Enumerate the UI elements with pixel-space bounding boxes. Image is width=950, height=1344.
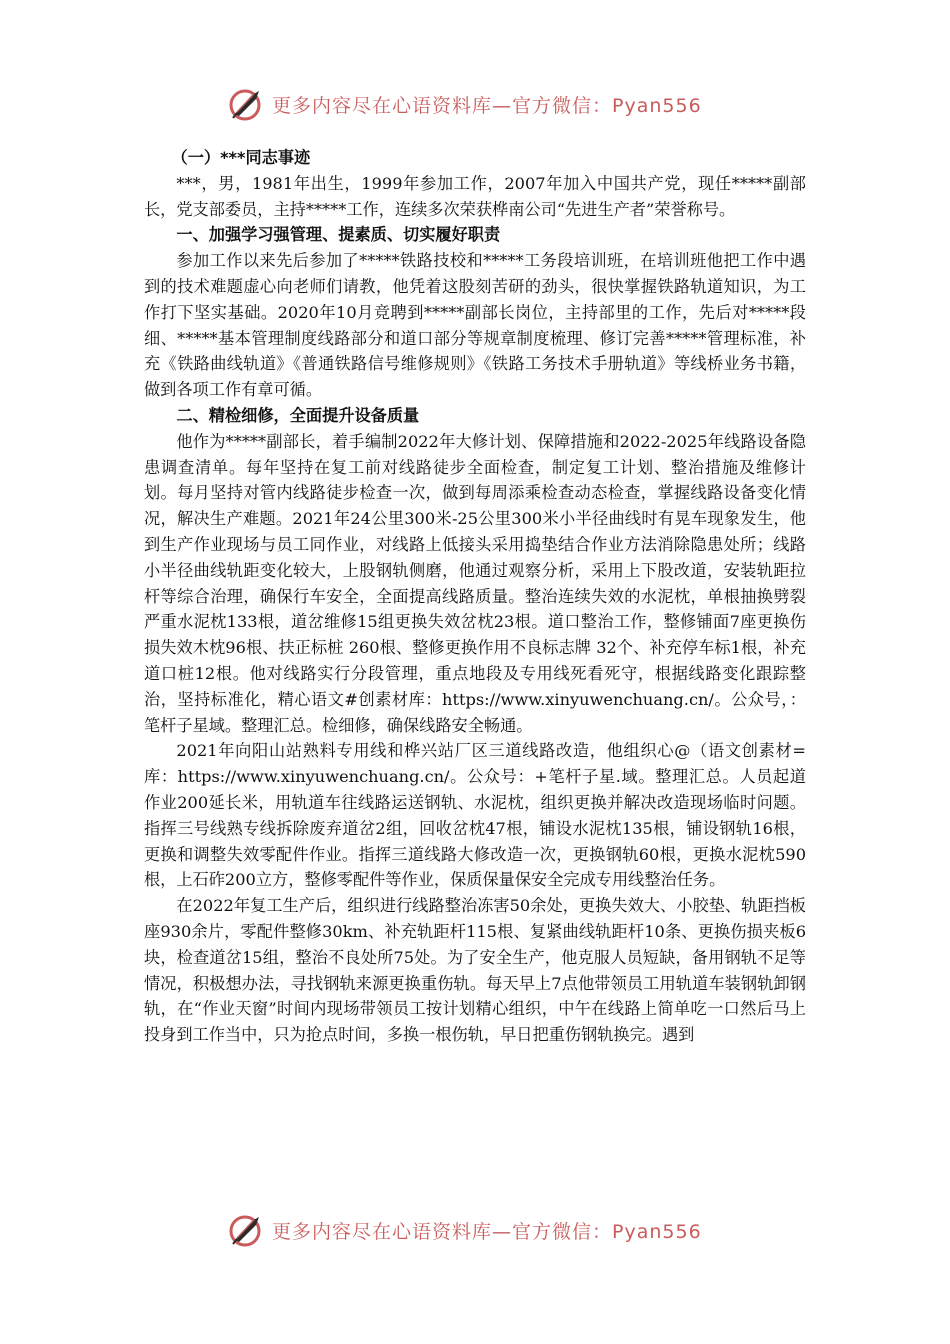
header-banner-text: 更多内容尽在心语资料库—官方微信：Pyan556 bbox=[272, 94, 702, 117]
intro-paragraph: ***，男，1981年出生，1999年参加工作，2007年加入中国共产党，现任*****副部长，党支部委员，主持*****工作，连续多次荣获桦南公司“先进生产者”荣誉称号。 bbox=[144, 173, 806, 219]
quill-logo-icon bbox=[228, 1212, 264, 1248]
paragraph-three: 2021年向阳山站熟料专用线和桦兴站厂区三道线路改造，他组织心@（语文创素材=库：https://www.xinyuwenchuang.cn/。公众号：+笔杆子星.域。整理汇总。人员起道作业200延长米，用轨道车往线路运送钢轨、水泥枕，组织更换并解决改造现场临时问题。指挥三号线熟专线拆除废弃道岔2组，回收岔枕47根，铺设水泥枕135根，铺设钢轨16根，更换和调整失效零配件作业。指挥三道线路大修改造一次，更换钢轨60根，更换水泥枕590根，上石砟200立方，整修零配件等作业，保质保量保安全完成专用线整治任务。 bbox=[144, 741, 806, 890]
paragraph-one: 参加工作以来先后参加了*****铁路技校和*****工务段培训班，在培训班他把工作中遇到的技术难题虚心向老师们请教，他凭着这股刻苦研的劲头，很快掌握铁路轨道知识，为工作打下坚实基础。2020年10月竞聘到*****副部长岗位，主持部里的工作，先后对*****段细、*****基本管理制度线路部分和道口部分等规章制度梳理、修订完善*****管理标准，补充《铁路曲线轨道》《普通铁路信号维修规则》《铁路工务技术手册轨道》等线桥业务书籍，做到各项工作有章可循。 bbox=[144, 251, 806, 400]
footer-banner-text: 更多内容尽在心语资料库—官方微信：Pyan556 bbox=[272, 1220, 702, 1243]
paragraph-four: 在2022年复工生产后，组织进行线路整治冻害50余处，更换失效大、小胶垫、轨距挡板座930余片，零配件整修30km、补充轨距杆115根、复紧曲线轨距杆10条、更换伤损夹板6块，检查道岔15组，整治不良处所75处。为了安全生产，他克服人员短缺，备用钢轨不足等情况，积极想办法，寻找钢轨来源更换重伤轨。每天早上7点他带领员工用轨道车装钢轨卸钢轨，在“作业天窗”时间内现场带领员工按计划精心组织，中午在线路上简单吃一口然后马上投身到工作当中，只为抢点时间，多换一根伤轨，早日把重伤钢轨换完。遇到 bbox=[144, 896, 806, 1045]
document-body bbox=[144, 145, 806, 1048]
section-title: （一）***同志事迹 bbox=[171, 148, 311, 167]
footer-banner bbox=[228, 1208, 702, 1252]
heading-two: 二、精检细修，全面提升设备质量 bbox=[176, 405, 420, 425]
quill-logo-icon bbox=[228, 86, 264, 122]
paragraph-two: 他作为*****副部长，着手编制2022年大修计划、保障措施和2022-2025年线路设备隐患调查清单。每年坚持在复工前对线路徒步全面检查，制定复工计划、整治措施及维修计划。每月坚持对管内线路徒步检查一次，做到每周添乘检查动态检查，掌握线路设备变化情况，解决生产难题。2021年24公里300米-25公里300米小半径曲线时有晃车现象发生，他到生产作业现场与员工同作业，对线路上低接头采用捣垫结合作业方法消除隐患处所；线路小半径曲线轨距变化较大，上股钢轨侧磨，他通过观察分析，采用上下股改道，安装轨距拉杆等综合治理，确保行车安全，全面提高线路质量。整治连续失效的水泥枕，单根抽换劈裂严重水泥枕133根，道岔维修15组更换失效岔枕23根。道口整治工作，整修铺面7座更换伤损失效木枕96根、扶正标桩 260根、整修更换作用不良标志牌 32个、补充停车标1根，补充道口桩12根。他对线路实行分段管理，重点地段及专用线死看死守，根据线路变化跟踪整治，坚持标准化，精心语文#创素材库：https://www.xinyuwenchuang.cn/。公众号，：笔杆子星域。整理汇总。检细修，确保线路安全畅通。 bbox=[144, 431, 806, 735]
heading-one: 一、加强学习强管理、提素质、切实履好职责 bbox=[176, 225, 501, 245]
header-banner bbox=[228, 82, 702, 126]
